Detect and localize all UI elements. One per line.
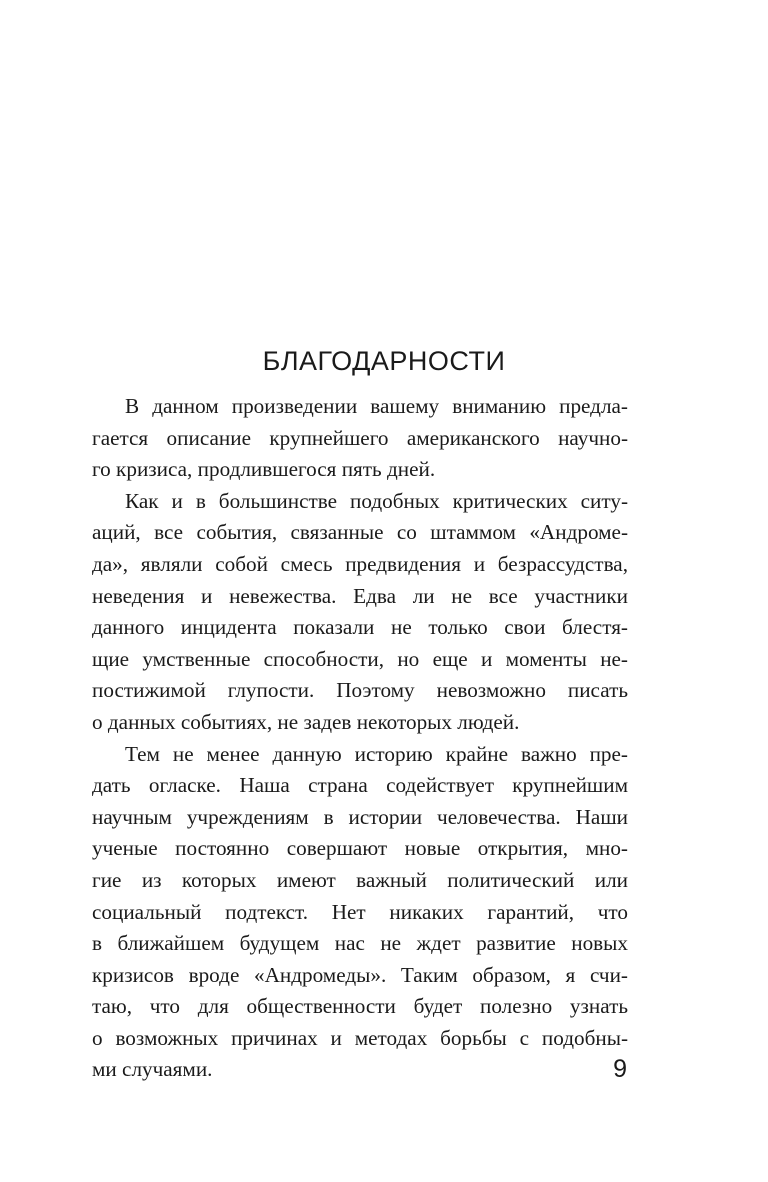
text-line: таю, что для общественности будет полезно узнать bbox=[92, 994, 628, 1019]
text-line: гие из которых имеют важный политический или bbox=[92, 867, 628, 892]
text-line: да», являли собой смесь предвидения и безрассудства, bbox=[92, 551, 628, 576]
body-text bbox=[92, 391, 628, 1086]
text-line: данного инцидента показали не только свои блестя- bbox=[92, 615, 628, 640]
text-line: социальный подтекст. Нет никаких гарантий, что bbox=[92, 899, 628, 924]
text-line: кризисов вроде «Андромеды». Таким образом, я счи- bbox=[92, 962, 628, 987]
text-line: научным учреждениям в истории человечества. Наши bbox=[92, 804, 628, 829]
text-line: постижимой глупости. Поэтому невозможно писать bbox=[92, 678, 628, 703]
text-line: о возможных причинах и методах борьбы с подобны- bbox=[92, 1025, 628, 1050]
text-line: гается описание крупнейшего американского научно- bbox=[92, 425, 628, 450]
text-line: неведения и невежества. Едва ли не все участники bbox=[92, 583, 628, 608]
chapter-title: БЛАГОДАРНОСТИ bbox=[262, 346, 506, 376]
text-line: о данных событиях, не задев некоторых людей. bbox=[92, 709, 520, 734]
text-line: аций, все события, связанные со штаммом «Андроме- bbox=[92, 520, 628, 545]
text-line: в ближайшем будущем нас не ждет развитие новых bbox=[92, 931, 628, 956]
text-line: В данном произведении вашему вниманию предла- bbox=[125, 394, 628, 418]
text-line: Как и в большинстве подобных критических ситу- bbox=[125, 488, 628, 513]
text-line: ми случаями. bbox=[92, 1057, 213, 1082]
paragraph-3 bbox=[92, 739, 628, 1087]
paragraph-1 bbox=[92, 391, 628, 486]
text-line: Тем не менее данную историю крайне важно пре- bbox=[125, 741, 628, 766]
text-line: дать огласке. Наша страна содействует крупнейшим bbox=[92, 773, 628, 798]
text-line: щие умственные способности, но еще и моменты не- bbox=[92, 646, 628, 671]
text-line: го кризиса, продлившегося пять дней. bbox=[92, 457, 436, 482]
paragraph-2 bbox=[92, 486, 628, 739]
text-line: ученые постоянно совершают новые открытия, мно- bbox=[92, 836, 628, 861]
page-number: 9 bbox=[613, 1055, 627, 1083]
